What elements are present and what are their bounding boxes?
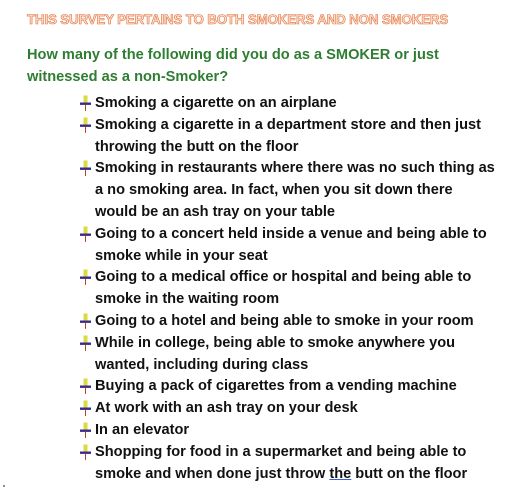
list-item-underlined-word: the <box>329 465 352 482</box>
list-item-text: Going to a hotel and being able to smoke in your room <box>95 312 474 329</box>
thumbtack-icon <box>78 117 93 133</box>
thumbtack-icon <box>78 444 93 460</box>
list-item <box>78 224 498 268</box>
list-item-text: Going to a medical office or hospital and being able to smoke in the waiting room <box>95 269 472 308</box>
list-item <box>78 115 498 159</box>
thumbtack-icon <box>78 378 93 394</box>
list-item <box>78 311 498 333</box>
thumbtack-icon <box>78 269 93 285</box>
list-item-text-before: Shopping for food in a supermarket and being able to smoke and when done just throw <box>95 443 467 482</box>
list-item-text: In an elevator <box>95 421 190 438</box>
list-item-text: Smoking in restaurants where there was no such thing as a no smoking area. In fact, when you sit down there would be an ash tray on your table <box>95 160 495 220</box>
list-item-text: At work with an ash tray on your desk <box>95 400 358 417</box>
list-item <box>78 376 498 398</box>
list-item-text: While in college, being able to smoke anywhere you wanted, including during class <box>95 334 456 373</box>
survey-question: How many of the following did you do as a SMOKER or just witnessed as a non-Smoker? <box>27 47 439 85</box>
list-item <box>78 398 498 420</box>
survey-title: THIS SURVEY PERTAINS TO BOTH SMOKERS AND NON SMOKERS <box>27 12 449 27</box>
list-item <box>78 442 498 486</box>
thumbtack-icon <box>78 422 93 438</box>
thumbtack-icon <box>78 335 93 351</box>
thumbtack-icon <box>78 313 93 329</box>
thumbtack-icon <box>78 226 93 242</box>
list-item <box>78 267 498 311</box>
list-item-text: Buying a pack of cigarettes from a vending machine <box>95 378 457 395</box>
list-item <box>78 420 498 442</box>
list-item <box>78 93 498 115</box>
corner-mark <box>3 485 5 487</box>
list-item <box>78 158 498 223</box>
thumbtack-icon <box>78 95 93 111</box>
list-item-text: Smoking a cigarette on an airplane <box>95 95 337 111</box>
list-item-text-after: butt on the floor <box>351 465 468 482</box>
list-item <box>78 333 498 377</box>
thumbtack-icon <box>78 400 93 416</box>
list-item-text: Going to a concert held inside a venue and being able to smoke while in your seat <box>95 225 487 264</box>
survey-list <box>78 93 498 485</box>
list-item-text: Smoking a cigarette in a department store and then just throwing the butt on the floor <box>95 116 482 155</box>
thumbtack-icon <box>78 160 93 176</box>
